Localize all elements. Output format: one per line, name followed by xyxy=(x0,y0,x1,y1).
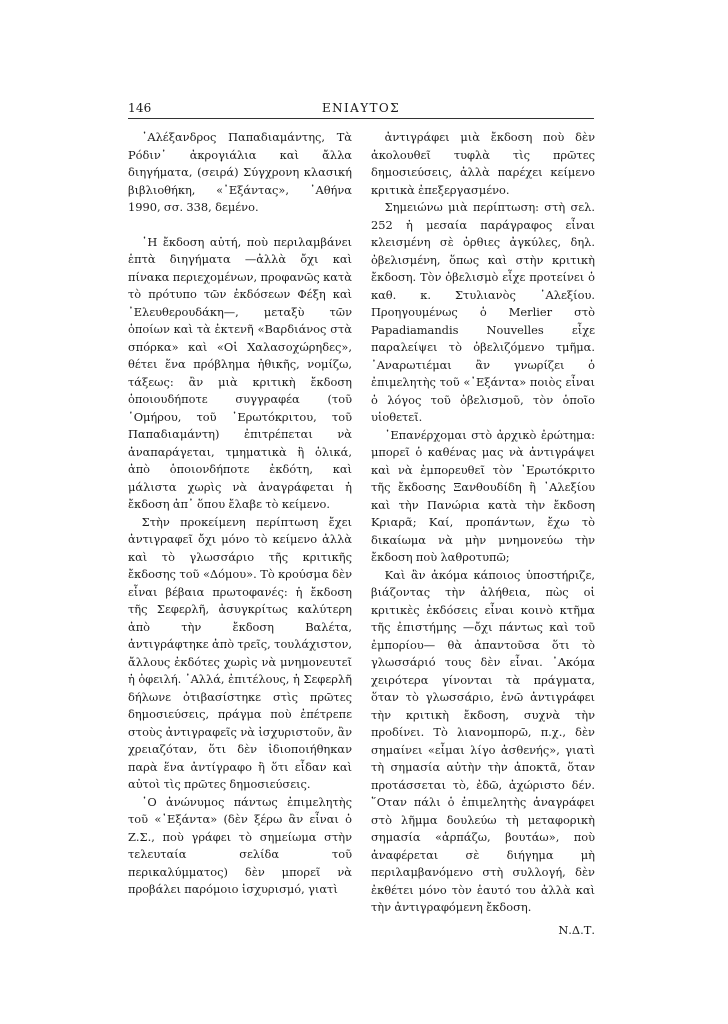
author-signature: Ν.Δ.Τ. xyxy=(558,922,595,937)
body-paragraph: Καὶ ἂν ἀκόμα κάποιος ὑποστήριζε, βιάζοντας τὴν ἀλήθεια, πὼς οἱ κριτικὲς ἐκδόσεις εἶναι κοινὸ κτῆμα τῆς ἐπιστήμης —ὄχι πάντως καὶ τοῦ ἐμπορίου— θὰ ἀπαντοῦσα ὅτι τὸ γλωσσάριό τους δὲν εἶναι. ᾿Ακόμα χειρότερα γίνονται τὰ πράγματα, ὅταν τὸ γλωσσάριο, ἐνῶ ἀντιγράφει τὴν κριτικὴ ἔκδοση, συχνὰ τὴν προδίνει. Τὸ λιανομπορῶ, π.χ., δὲν σημαίνει «εἶμαι λίγο ἀσθενής», γιατὶ τὴ σημασία αὐτὴν τὴν ἀποκτᾶ, ὅταν προτάσσεται τὸ, ἐδῶ, ἀχώριστο δέν. ῞Οταν πάλι ὁ ἐπιμελητὴς ἀναγράφει στὸ λῆμμα δουλεύω τὴ μεταφορικὴ σημασία «ἁρπάζω, βουτάω», ποὺ ἀναφέρεται σὲ διήγημα μὴ περιλαμβανόμενο στὴ συλλογή, δὲν ἐκθέτει μόνο τὸν ἑαυτό του ἀλλὰ καὶ τὴν ἀντιγραφόμενη ἔκδοση. xyxy=(371,567,595,914)
left-column xyxy=(128,129,352,899)
body-paragraph: Σημειώνω μιὰ περίπτωση: στὴ σελ. 252 ἡ μεσαία παράγραφος εἶναι κλεισμένη σὲ ὀρθιες ἀγκύλες, δηλ. ὀβελισμένη, ὅπως καὶ στὴν κριτικὴ ἔκδοση. Τὸν ὀβελισμὸ εἶχε προτείνει ὁ καθ. κ. Στυλιανὸς ᾿Αλεξίου. Προηγουμένως ὁ Merlier στὸ Papadiamandis Nouvelles εἶχε παραλείψει τὸ ὀβελιζόμενο τμῆμα. ᾿Αναρωτιέμαι ἂν γνωρίζει ὁ ἐπιμελητὴς τοῦ «᾿Εξάντα» ποιὸς εἶναι ὁ λόγος τοῦ ὀβελισμοῦ, τὸν ὁποῖο υἱοθετεῖ. xyxy=(371,200,595,424)
body-paragraph: ᾿Επανέρχομαι στὸ ἀρχικὸ ἐρώτημα: μπορεῖ ὁ καθένας μας νὰ ἀντιγράψει καὶ νὰ ἐμπορευθεῖ τὸν ᾿Ερωτόκριτο τῆς ἔκδοσης Ξανθουδίδη ἢ ᾿Αλεξίου καὶ τὴν Πανώρια κατὰ τὴν ἔκδοση Κριαρᾶ; Καί, προπάντων, ἔχω τὸ δικαίωμα νὰ μὴν μνημονεύω τὴν ἔκδοση ποὺ λαθροτυπῶ; xyxy=(371,427,595,564)
bibliographic-entry: ᾿Αλέξανδρος Παπαδιαμάντης, Τὰ Ρόδιν᾿ ἀκρογιάλια καὶ ἄλλα διηγήματα, (σειρά) Σύγχρονη κλασική βιβλιοθήκη, «᾿Εξάντας», ᾿Αθήνα 1990, σσ. 338, δεμένο. xyxy=(128,130,352,214)
body-paragraph: ῾Ο ἀνώνυμος πάντως ἐπιμελητὴς τοῦ «᾿Εξάντα» (δὲν ξέρω ἂν εἶναι ὁ Ζ.Σ., ποὺ γράφει τὸ σημείωμα στὴν τελευταία σελίδα τοῦ περικαλύμματος) δὲν μπορεῖ νὰ προβάλει παρόμοιο ἰσχυρισμό, γιατὶ xyxy=(128,794,352,896)
body-paragraph: ἀντιγράφει μιὰ ἔκδοση ποὺ δὲν ἀκολουθεῖ τυφλὰ τὶς πρῶτες δημοσιεύσεις, ἀλλὰ παρέχει κείμενο κριτικὰ ἐπεξεργασμένο. xyxy=(371,130,595,197)
body-paragraph: ῾Η ἔκδοση αὐτή, ποὺ περιλαμβάνει ἑπτὰ διηγήματα —ἀλλὰ ὄχι καὶ πίνακα περιεχομένων, προφανῶς κατὰ τὸ πρότυπο τῶν ἐκδόσεων Φέξη καὶ ᾿Ελευθερουδάκη—, μεταξὺ τῶν ὁποίων καὶ τὰ ἐκτενῆ «Βαρδιάνος στὰ σπόρκα» καὶ «Οἱ Χαλασοχώρηδες», θέτει ἕνα πρόβλημα ἠθικῆς, νομίζω, τάξεως: ἂν μιὰ κριτικὴ ἔκδοση ὁποιουδήποτε συγγραφέα (τοῦ ῾Ομήρου, τοῦ ᾿Ερωτόκριτου, τοῦ Παπαδιαμάντη) ἐπιτρέπεται νὰ ἀναπαράγεται, τμηματικὰ ἢ ὁλικά, ἀπὸ ὁποιονδήποτε ἐκδότη, καὶ μάλιστα χωρὶς νὰ ἀναγράφεται ἡ ἔκδοση ἀπ᾿ ὅπου ἔλαβε τὸ κείμενο. xyxy=(128,234,352,511)
header-rule xyxy=(128,118,594,119)
running-title: ΕΝΙΑΥΤΟΣ xyxy=(321,101,401,115)
section-gap xyxy=(128,217,352,234)
body-paragraph: Στὴν προκείμενη περίπτωση ἔχει ἀντιγραφεῖ ὄχι μόνο τὸ κείμενο ἀλλὰ καὶ τὸ γλωσσάριο τῆς κριτικῆς ἔκδοσης τοῦ «Δόμου». Τὸ κρούσμα δὲν εἶναι βέβαια πρωτοφανές: ἡ ἔκδοση τῆς Σεφερλῆ, ἀσυγκρίτως καλύτερη ἀπὸ τὴν ἔκδοση Βαλέτα, ἀντιγράφτηκε ἀπὸ τρεῖς, τουλάχιστον, ἄλλους ἐκδότες χωρὶς νὰ μνημονευτεῖ ἡ ὀφειλή. ᾿Αλλά, ἐπιτέλους, ἡ Σεφερλῆ δήλωνε ὀτιβασίστηκε στὶς πρῶτες δημοσιεύσεις, πράγμα ποὺ ἐπέτρεπε στοὺς ἀντιγραφεῖς νὰ ἰσχυριστοῦν, ἂν χρειαζόταν, ὅτι δὲν ἰδιοποιήθηκαν παρὰ ἕνα ἀντίγραφο ἢ ὅτι εἶδαν καὶ αὐτοὶ τὶς πρῶτες δημοσιεύσεις. xyxy=(128,514,352,791)
page-number: 146 xyxy=(128,101,152,115)
right-column xyxy=(371,129,595,939)
